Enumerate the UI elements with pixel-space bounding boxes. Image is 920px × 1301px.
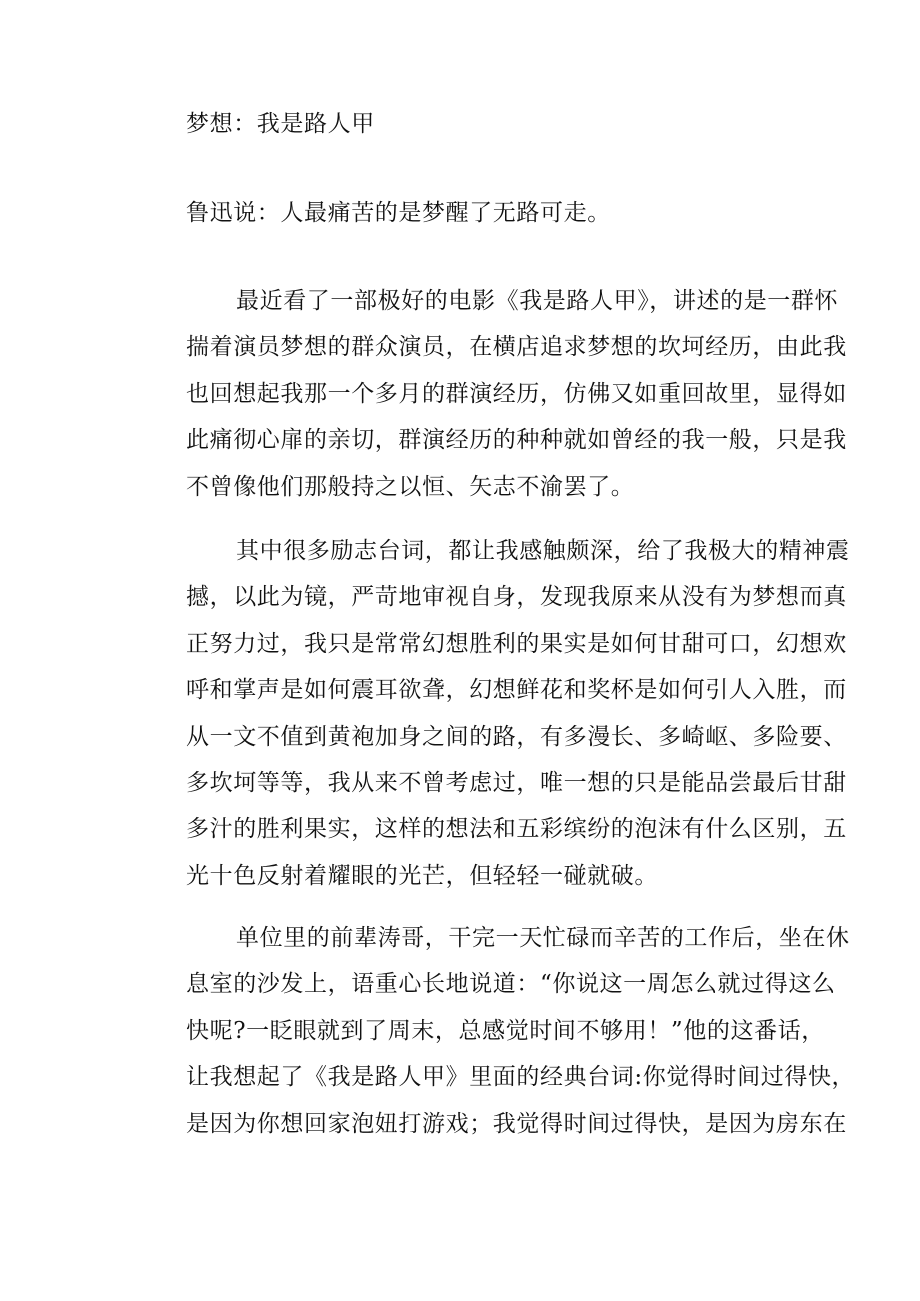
- paragraph-3: [136, 915, 856, 1147]
- paragraph-line: 单位里的前辈涛哥，干完一天忙碌而辛苦的工作后，坐在休: [236, 925, 850, 951]
- paragraph-line: 多坎坷等等，我从来不曾考虑过，唯一想的只是能品尝最后甘甜: [186, 769, 847, 796]
- paragraph-line: 多汁的胜利果实，这样的想法和五彩缤纷的泡沫有什么区别，五: [186, 816, 847, 843]
- document-title: 梦想：我是路人甲: [186, 111, 375, 137]
- paragraph-line: 撼，以此为镜，严苛地审视自身，发现我原来从没有为梦想而真: [186, 584, 847, 611]
- paragraph-line: 此痛彻心扉的亲切，群演经历的种种就如曾经的我一般，只是我: [186, 427, 847, 454]
- quote-line: 鲁迅说：人最痛苦的是梦醒了无路可走。: [186, 200, 611, 226]
- paragraph-line: 光十色反射着耀眼的光芒，但轻轻一碰就破。: [186, 862, 658, 889]
- paragraph-line: 快呢?一眨眼就到了周末，总感觉时间不够用！”他的这番话，: [186, 1017, 825, 1044]
- paragraph-line: 是因为你想回家泡妞打游戏；我觉得时间过得快，是因为房东在: [186, 1110, 847, 1137]
- paragraph-line: 其中很多励志台词，都让我感触颇深，给了我极大的精神震: [236, 538, 850, 564]
- paragraph-1: [136, 278, 847, 510]
- paragraph-line: 息室的沙发上，语重心长地说道：“你说这一周怎么就过得这么: [186, 971, 836, 998]
- paragraph-line: 不曾像他们那般持之以恒、矢志不渝罢了。: [186, 473, 635, 500]
- paragraph-line: 最近看了一部极好的电影《我是路人甲》，讲述的是一群怀: [236, 288, 839, 314]
- paragraph-line: 也回想起我那一个多月的群演经历，仿佛又如重回故里，显得如: [186, 380, 847, 407]
- paragraph-line: 从一文不值到黄袍加身之间的路，有多漫长、多崎岖、多险要、: [186, 723, 847, 750]
- paragraph-line: 正努力过，我只是常常幻想胜利的果实是如何甘甜可口，幻想欢: [186, 630, 847, 657]
- paragraph-line: 让我想起了《我是路人甲》里面的经典台词:你觉得时间过得快，: [186, 1064, 856, 1091]
- paragraph-line: 揣着演员梦想的群众演员，在横店追求梦想的坎坷经历，由此我: [186, 334, 847, 361]
- paragraph-2: [136, 528, 850, 899]
- paragraph-line: 呼和掌声是如何震耳欲聋，幻想鲜花和奖杯是如何引人入胜，而: [186, 677, 847, 704]
